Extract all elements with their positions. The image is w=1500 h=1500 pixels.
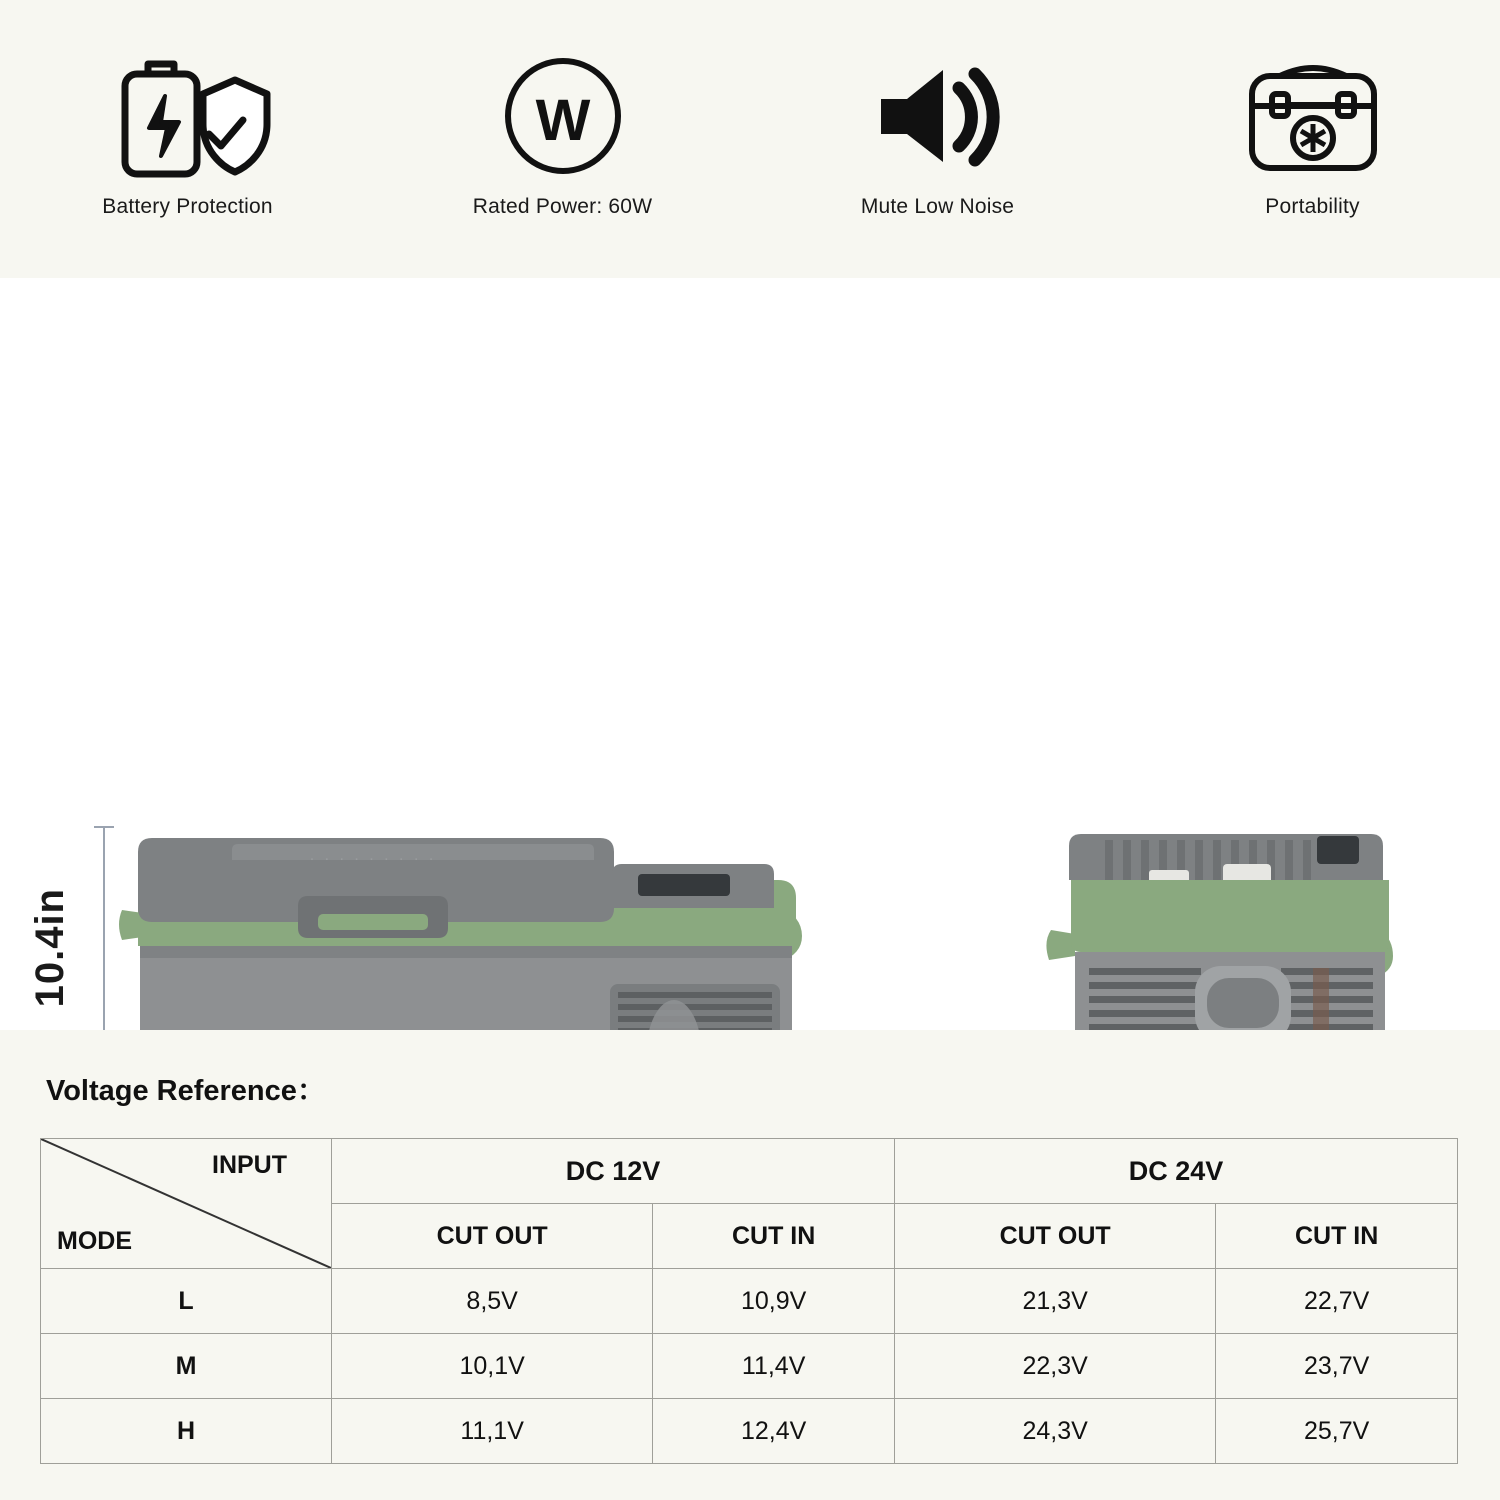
cell-l-cutout-12v: 8,5V [332,1269,653,1334]
input-label: INPUT [212,1151,287,1179]
feature-mute-low-noise [750,0,1125,278]
battery-shield-icon [103,59,273,179]
voltage-reference-title: Voltage Reference： [46,1075,326,1107]
group-header-dc24v: DC 24V [894,1139,1457,1204]
feature-strip [0,0,1500,278]
feature-label: Portability [1265,195,1360,218]
cell-l-cutin-12v: 10,9V [653,1269,895,1334]
cell-m-cutin-24v: 23,7V [1216,1334,1458,1399]
mode-label: MODE [57,1227,132,1255]
svg-text:W: W [535,88,590,153]
row-mode-l: L [41,1269,332,1334]
row-mode-h: H [41,1399,332,1464]
row-mode-m: M [41,1334,332,1399]
cell-l-cutin-24v: 22,7V [1216,1269,1458,1334]
cell-m-cutin-12v: 11,4V [653,1334,895,1399]
product-dimension-area [0,278,1500,1030]
corner-header-cell [41,1139,332,1269]
cell-h-cutin-12v: 12,4V [653,1399,895,1464]
sub-header-cut-out-24v: CUT OUT [894,1204,1215,1269]
cell-l-cutout-24v: 21,3V [894,1269,1215,1334]
height-dimension-label: 10.4in [28,888,72,1008]
watt-circle-icon [493,59,633,179]
table-row [41,1334,1458,1399]
feature-label: Battery Protection [102,195,273,218]
feature-battery-protection [0,0,375,278]
cell-h-cutout-24v: 24,3V [894,1399,1215,1464]
feature-label: Rated Power: 60W [472,195,653,218]
sub-header-cut-in-24v: CUT IN [1216,1204,1458,1269]
feature-rated-power [375,0,750,278]
cell-m-cutout-12v: 10,1V [332,1334,653,1399]
portable-cooler-icon [1238,59,1388,179]
feature-label: Mute Low Noise [860,195,1015,218]
speaker-icon [863,59,1013,179]
svg-text:. . . . . . . . .: . . . . . . . . . [309,847,437,864]
cell-h-cutin-24v: 25,7V [1216,1399,1458,1464]
cell-h-cutout-12v: 11,1V [332,1399,653,1464]
sub-header-cut-out-12v: CUT OUT [332,1204,653,1269]
group-header-dc12v: DC 12V [332,1139,895,1204]
table-row [41,1399,1458,1464]
voltage-reference-table [40,1138,1458,1464]
voltage-reference-section [0,1030,1500,1500]
sub-header-cut-in-12v: CUT IN [653,1204,895,1269]
table-row [41,1269,1458,1334]
cell-m-cutout-24v: 22,3V [894,1334,1215,1399]
table-header-row-groups [41,1139,1458,1204]
feature-portability [1125,0,1500,278]
